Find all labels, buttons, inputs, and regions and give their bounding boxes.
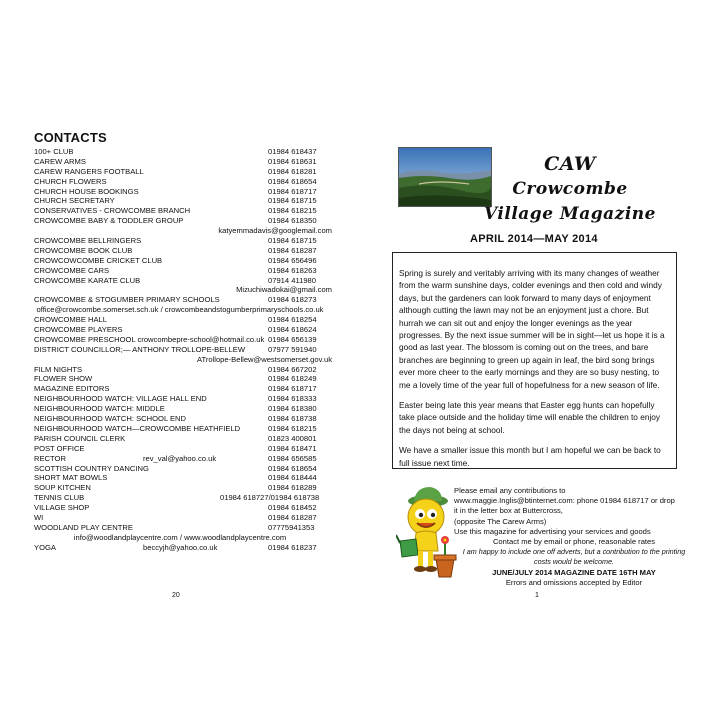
contact-phone: 01984 618654 — [268, 176, 317, 186]
contact-phone: 01984 618631 — [268, 156, 317, 166]
contact-row — [30, 285, 330, 295]
page-number-right: 1 — [535, 592, 539, 599]
contact-name: FILM NIGHTS — [34, 364, 83, 374]
contact-phone: 01984 656585 — [268, 453, 317, 463]
contact-row — [30, 177, 330, 187]
contact-phone: 01984 618715 — [268, 236, 317, 246]
contact-name: CROWCOMBE HALL — [34, 315, 107, 325]
contact-phone: 01984 618437 — [268, 147, 317, 156]
contact-row — [30, 295, 330, 305]
contact-web-links: office@crowcombe.somerset.sch.uk / crowcombeandstogumberprimaryschools.co.uk — [36, 305, 324, 315]
contact-name: FLOWER SHOW — [34, 374, 93, 384]
contact-row — [30, 444, 330, 454]
contact-row — [30, 206, 330, 216]
contact-name: TENNIS CLUB — [34, 493, 85, 503]
contact-name: MAGAZINE EDITORS — [34, 384, 110, 394]
contact-row — [30, 464, 330, 474]
contact-row — [30, 236, 330, 246]
title-line-caw: CAW — [544, 153, 596, 175]
contact-row — [30, 335, 330, 345]
gardener-mascot-icon — [396, 483, 460, 579]
contact-phone: 01984 618263 — [268, 265, 317, 275]
contact-row — [30, 493, 330, 503]
contact-phone: 01984 618471 — [268, 443, 317, 453]
contact-row — [30, 394, 330, 404]
contact-email: Mizuchiwadokai@gmail.com — [236, 285, 332, 295]
contact-name: CROWCOWCOMBE CRICKET CLUB — [34, 255, 163, 265]
contact-email: beccyjh@yahoo.co.uk — [143, 542, 218, 552]
contact-phone: 01984 656139 — [268, 334, 317, 344]
contact-row — [30, 473, 330, 483]
contact-name: CROWCOMBE & STOGUMBER PRIMARY SCHOOLS — [34, 295, 220, 305]
contact-phone: 01984 618624 — [268, 325, 317, 335]
info-line-6: Contact me by email or phone, reasonable rates — [492, 537, 656, 547]
contact-name: SOUP KITCHEN — [34, 483, 91, 493]
contact-row — [30, 384, 330, 394]
contact-phone: 01984 618717 — [268, 186, 317, 196]
contact-name: CROWCOMBE BABY & TODDLER GROUP — [34, 216, 184, 226]
contact-row — [30, 276, 330, 286]
contact-phone: 01984 618237 — [268, 542, 317, 552]
contact-phone: 01984 618287 — [268, 512, 317, 522]
contact-row — [30, 424, 330, 434]
contact-row — [30, 196, 330, 206]
contact-name: SHORT MAT BOWLS — [34, 473, 108, 483]
info-italic-2: costs would be welcome. — [534, 557, 614, 567]
contact-name: CROWCOMBE BOOK CLUB — [34, 245, 133, 255]
contact-phone: 01984 618249 — [268, 374, 317, 384]
contact-row — [30, 256, 330, 266]
magazine-deadline: JUNE/JULY 2014 MAGAZINE DATE 16TH MAY — [492, 567, 656, 577]
contact-row — [30, 157, 330, 167]
contact-row — [30, 483, 330, 493]
title-line-village-magazine: Village Magazine — [484, 204, 656, 224]
contact-name: WI — [34, 512, 44, 522]
contact-row — [30, 187, 330, 197]
contact-phone: 01984 618717 — [268, 384, 317, 394]
contact-phone: 01984 656496 — [268, 255, 317, 265]
contact-phone: 01823 400801 — [268, 433, 317, 443]
contact-phone: 01984 618281 — [268, 166, 317, 176]
contact-name: DISTRICT COUNCILLOR;— ANTHONY TROLLOPE-BELLEW — [34, 344, 245, 354]
contact-row — [30, 533, 330, 543]
contact-name: NEIGHBOURHOOD WATCH: SCHOOL END — [34, 414, 187, 424]
contact-name: PARISH COUNCIL CLERK — [34, 433, 126, 443]
contact-name: CROWCOMBE PLAYERS — [34, 325, 123, 335]
contact-row — [30, 216, 330, 226]
contact-name: CHURCH SECRETARY — [34, 196, 115, 206]
contact-phone: 01984 618215 — [268, 423, 317, 433]
title-line-crowcombe: Crowcombe — [512, 179, 628, 199]
contacts-title: CONTACTS — [34, 130, 107, 145]
contact-name: NEIGHBOURHOOD WATCH: VILLAGE HALL END — [34, 394, 207, 404]
contact-phone: 01984 618333 — [268, 394, 317, 404]
contact-web-links: info@woodlandplaycentre.com / www.woodlandplaycentre.com — [73, 532, 287, 542]
contact-name: SCOTTISH COUNTRY DANCING — [34, 463, 149, 473]
contact-name: CHURCH HOUSE BOOKINGS — [34, 186, 139, 196]
contact-row — [30, 246, 330, 256]
contact-phone: 01984 618350 — [268, 216, 317, 226]
contact-phone: 01984 618254 — [268, 315, 317, 325]
contact-name: WOODLAND PLAY CENTRE — [34, 522, 133, 532]
editorial-paragraph-1: Spring is surely and veritably arriving with its many changes of weather from the warm sunshine days, colder evenings and then cold and windy days, but the gardeners can look forward to many days of enjoyment although cutting the lawn may not be an enjoyment just a chore. But hurrah we can sit out and enjoy the longer evenings as the year progresses. By the next issue summer will be in sight—let us hope it is a good as last year. The blossom is coming out on the trees, and bare branches are beginning to green up again in leaf, the bird song brings ever more cheer to the early mornings and they are so busy nesting, to me a lovely time of the year full of hopefulness for a new season of life. — [399, 268, 665, 390]
contact-phone: 07775941353 — [268, 522, 315, 532]
editorial-paragraph-2: Easter being late this year means that Easter egg hunts can hopefully take place outside and the holiday time will enable the children to enjoy the days not being at school. — [399, 400, 661, 435]
contact-row — [30, 543, 330, 553]
contact-phone: 01984 618287 — [268, 245, 317, 255]
issue-dates: APRIL 2014—MAY 2014 — [470, 233, 598, 245]
info-line-3: it in the letter box at Buttercross, — [454, 506, 563, 516]
contact-row — [30, 503, 330, 513]
contributions-info — [454, 486, 694, 588]
contact-row — [30, 167, 330, 177]
contact-name: YOGA — [34, 542, 56, 552]
contact-row — [30, 454, 330, 464]
contact-name: RECTOR — [34, 453, 66, 463]
contact-row — [30, 315, 330, 325]
contact-name: CAREW RANGERS FOOTBALL — [34, 166, 144, 176]
contact-email: katyemmadavis@googlemail.com — [218, 226, 332, 236]
contact-phone: 01984 618452 — [268, 503, 317, 513]
page-number-left: 20 — [172, 592, 180, 599]
contact-row — [30, 325, 330, 335]
contact-name: NEIGHBOURHOOD WATCH: MIDDLE — [34, 404, 165, 414]
contact-name: CROWCOMBE PRESCHOOL crowcombepre-school@hotmail.co.uk — [34, 334, 265, 344]
contact-row — [30, 147, 330, 157]
info-line-1: Please email any contributions to — [454, 486, 566, 495]
contact-row — [30, 434, 330, 444]
contact-row — [30, 523, 330, 533]
contact-phone: 01984 618444 — [268, 473, 317, 483]
errata-note: Errors and omissions accepted by Editor — [505, 577, 643, 587]
contacts-page — [30, 130, 330, 553]
contact-row — [30, 404, 330, 414]
contact-name: CAREW ARMS — [34, 156, 86, 166]
contact-name: 100+ CLUB — [34, 147, 74, 156]
info-line-5: Use this magazine for advertising your services and goods — [454, 526, 651, 536]
editorial-box — [392, 252, 677, 469]
contact-row — [30, 513, 330, 523]
contact-phone: 01984 618715 — [268, 196, 317, 206]
contact-phone: 01984 618215 — [268, 206, 317, 216]
contact-row — [30, 414, 330, 424]
contact-row — [30, 374, 330, 384]
contact-email: ATrollope-Bellew@westsomerset.gov.uk — [196, 354, 332, 364]
contact-phone: 01984 618727/01984 618738 — [220, 493, 320, 503]
contacts-list — [30, 147, 330, 553]
contact-row — [30, 226, 330, 236]
contact-phone: 01984 618738 — [268, 414, 317, 424]
contact-name: POST OFFICE — [34, 443, 85, 453]
contact-name: CROWCOMBE BELLRINGERS — [34, 236, 142, 246]
contact-phone: 07914 411980 — [268, 275, 317, 285]
info-italic-1: I am happy to include one off adverts, but a contribution to the printing — [462, 547, 686, 557]
contact-row — [30, 365, 330, 375]
contact-name: CONSERVATIVES - CROWCOMBE BRANCH — [34, 206, 191, 216]
contact-name: CROWCOMBE KARATE CLUB — [34, 275, 141, 285]
info-line-4: (opposite The Carew Arms) — [454, 516, 547, 526]
contact-row — [30, 305, 330, 315]
contact-email: rev_val@yahoo.co.uk — [143, 453, 217, 463]
editorial-paragraph-3: We have a smaller issue this month but I am hopeful we can be back to full issue next time. — [399, 445, 661, 468]
contact-phone: 01984 618289 — [268, 483, 317, 493]
contact-row — [30, 345, 330, 355]
contact-name: NEIGHBOURHOOD WATCH—CROWCOMBE HEATHFIELD — [34, 423, 241, 433]
contact-phone: 01984 618380 — [268, 404, 317, 414]
contact-phone: 01984 667202 — [268, 364, 317, 374]
magazine-title — [475, 152, 665, 227]
contact-name: CROWCOMBE CARS — [34, 265, 110, 275]
contact-name: VILLAGE SHOP — [34, 503, 90, 513]
contact-phone: 01984 618654 — [268, 463, 317, 473]
contact-row — [30, 355, 330, 365]
info-line-2: www.maggie.Inglis@btinternet.com: phone 01984 618717 or drop — [454, 496, 675, 506]
contact-phone: 01984 618273 — [268, 295, 317, 305]
contact-row — [30, 266, 330, 276]
contact-phone: 07977 591940 — [268, 344, 317, 354]
contact-name: CHURCH FLOWERS — [34, 176, 107, 186]
